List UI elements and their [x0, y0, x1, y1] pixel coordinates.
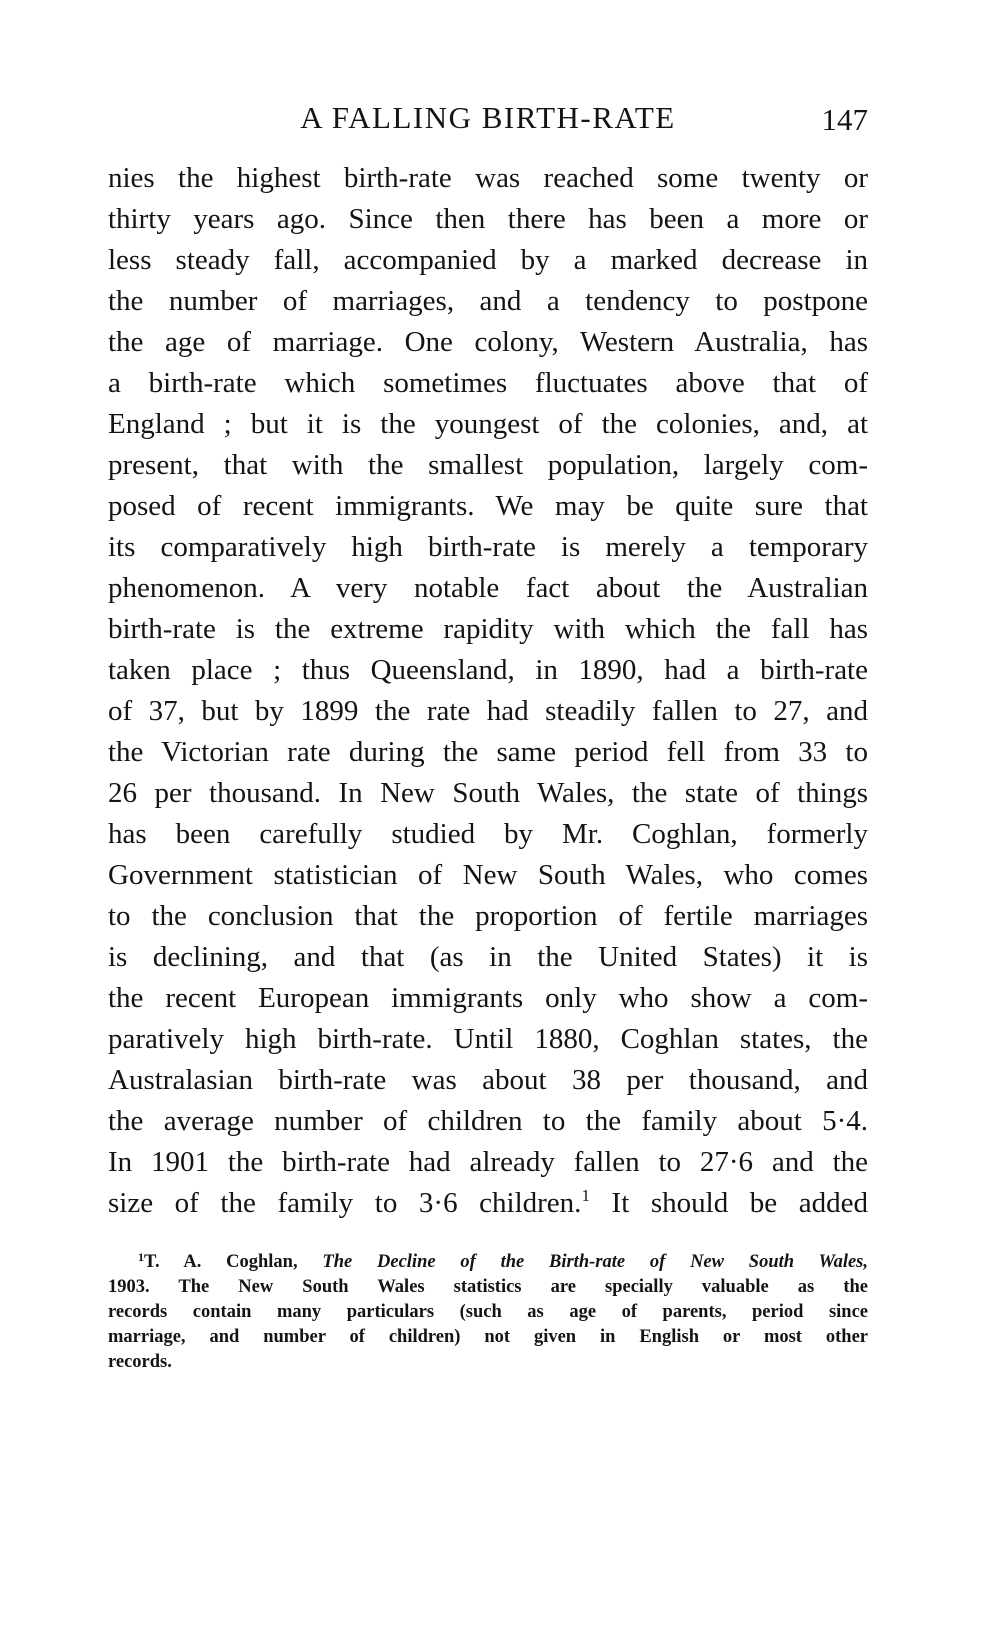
text-line: nies the highest birth-rate was reached some twenty or — [108, 162, 868, 194]
text-line: taken place ; thus Queensland, in 1890, had a birth-rate — [108, 654, 868, 686]
footnote-author: T. A. Coghlan, — [144, 1252, 323, 1272]
footnote-line: marriage, and number of children) not given in English or most other — [108, 1327, 868, 1347]
text-line: thirty years ago. Since then there has been a more or — [108, 203, 868, 235]
text-line: its comparatively high birth-rate is merely a temporary — [108, 531, 868, 563]
text-line: the Victorian rate during the same period fell from 33 to — [108, 736, 868, 768]
footnote-line: records contain many particulars (such as age of parents, period since — [108, 1302, 868, 1322]
text-line: present, that with the smallest population, largely com- — [108, 449, 868, 481]
text-line: In 1901 the birth-rate had already fallen to 27·6 and the — [108, 1146, 868, 1178]
text-line: the average number of children to the family about 5·4. — [108, 1105, 868, 1137]
footnote-reference[interactable]: 1 — [581, 1186, 590, 1205]
footnote — [108, 1250, 868, 1375]
footnote-line — [108, 1250, 868, 1275]
text-line: the age of marriage. One colony, Western Australia, has — [108, 326, 868, 358]
text-line: the number of marriages, and a tendency to postpone — [108, 285, 868, 317]
text-line: birth-rate is the extreme rapidity with which the fall has — [108, 613, 868, 645]
footnote-book-title: The Decline of the Birth-rate of New South Wales, — [322, 1252, 868, 1272]
running-title: A FALLING BIRTH-RATE — [300, 100, 676, 135]
text-line-last — [108, 1183, 868, 1224]
text-line: of 37, but by 1899 the rate had steadily fallen to 27, and — [108, 695, 868, 727]
footnote-line: records. — [108, 1352, 172, 1372]
text-line: 26 per thousand. In New South Wales, the state of things — [108, 777, 868, 809]
text-line: the recent European immigrants only who show a com- — [108, 982, 868, 1014]
text-line: less steady fall, accompanied by a marked decrease in — [108, 244, 868, 276]
text-line: Government statistician of New South Wales, who comes — [108, 859, 868, 891]
text-line: paratively high birth-rate. Until 1880, Coghlan states, the — [108, 1023, 868, 1055]
page-number: 147 — [821, 102, 868, 137]
text-line: posed of recent immigrants. We may be quite sure that — [108, 490, 868, 522]
text-line-last-end: It should be added — [589, 1187, 868, 1219]
text-line: to the conclusion that the proportion of fertile marriages — [108, 900, 868, 932]
text-line-last-start: size of the family to 3·6 children. — [108, 1187, 582, 1219]
text-line: phenomenon. A very notable fact about the Australian — [108, 572, 868, 604]
running-head — [108, 100, 868, 144]
footnote-mark: 1 — [138, 1250, 144, 1264]
text-line: England ; but it is the youngest of the colonies, and, at — [108, 408, 868, 440]
body-text — [108, 158, 868, 1224]
text-line: a birth-rate which sometimes fluctuates above that of — [108, 367, 868, 399]
text-line: has been carefully studied by Mr. Coghlan, formerly — [108, 818, 868, 850]
footnote-line: 1903. The New South Wales statistics are specially valuable as the — [108, 1277, 868, 1297]
text-line: Australasian birth-rate was about 38 per thousand, and — [108, 1064, 868, 1096]
text-line: is declining, and that (as in the United States) it is — [108, 941, 868, 973]
